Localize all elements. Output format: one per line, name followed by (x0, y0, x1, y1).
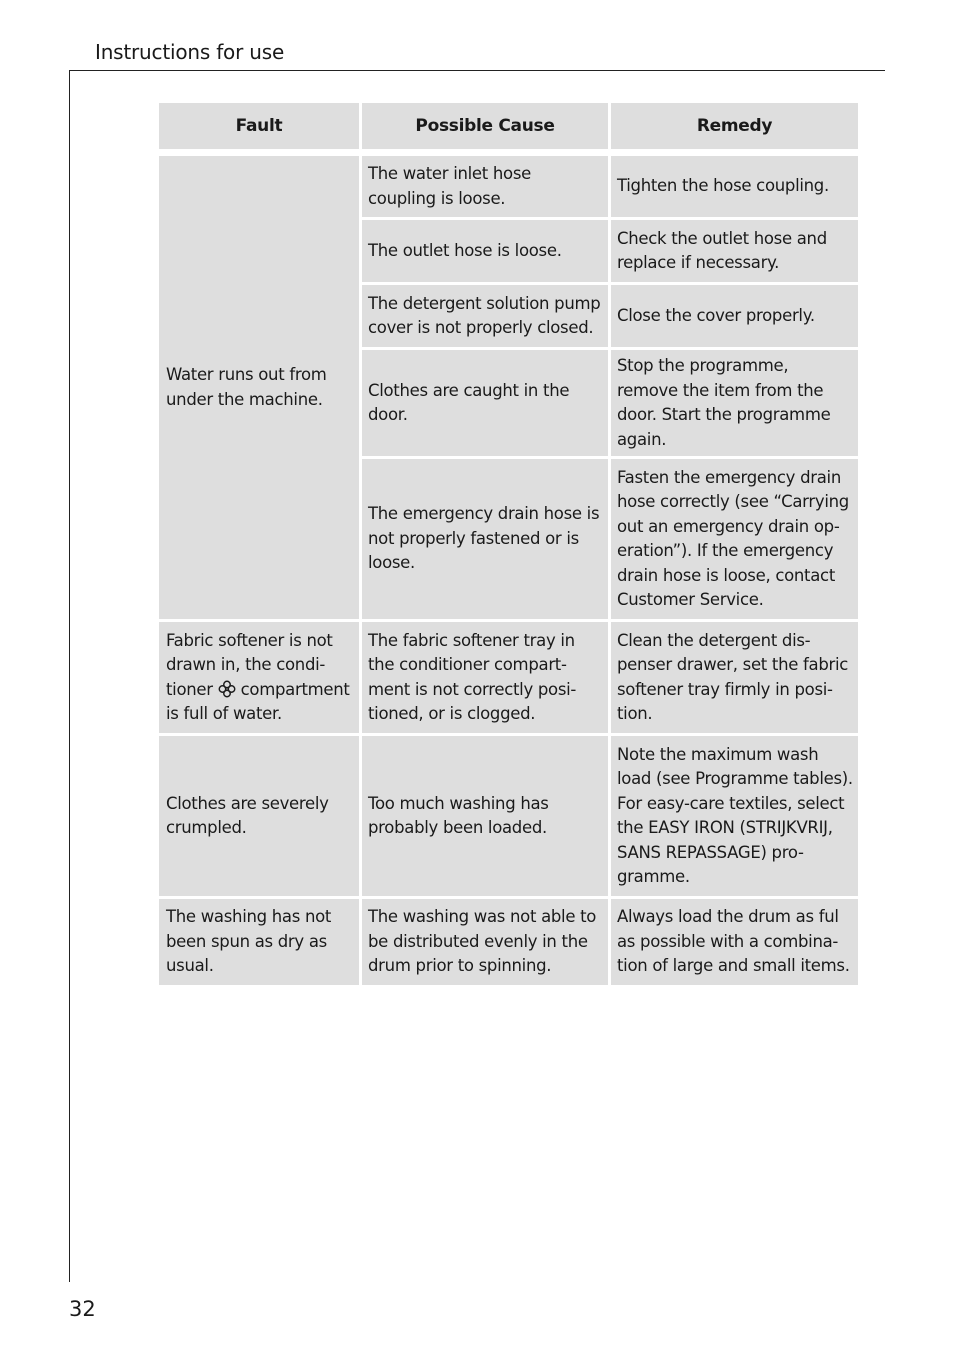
troubleshooting-table (156, 100, 861, 988)
page-number: 32 (69, 1297, 96, 1321)
remedy-cell: Stop the programme, remove the item from the door. Start the programme again. (611, 350, 858, 456)
cause-cell: Too much washing has probably been loaded. (362, 736, 608, 896)
fault-cell (159, 622, 359, 733)
cause-cell: The outlet hose is loose. (362, 220, 608, 282)
cause-cell: Clothes are caught in the door. (362, 350, 608, 456)
page-header-title: Instructions for use (95, 40, 285, 64)
fault-cell: Water runs out from under the machine. (159, 156, 359, 619)
fault-cell: The washing has not been spun as dry as usual. (159, 899, 359, 985)
table-row (159, 156, 858, 217)
remedy-cell: Fasten the emergency drain hose correctly (see “Carrying out an emergency drain op-eration”). If the emergency drain hose is loose, contact Customer Service. (611, 459, 858, 619)
cause-cell: The water inlet hose coupling is loose. (362, 156, 608, 217)
column-header-fault: Fault (159, 103, 359, 149)
header-rule (69, 70, 885, 71)
table-row (159, 899, 858, 985)
fault-cell: Clothes are severely crumpled. (159, 736, 359, 896)
table-row (159, 736, 858, 896)
cause-cell: The detergent solution pump cover is not properly closed. (362, 285, 608, 347)
column-header-remedy: Remedy (611, 103, 858, 149)
remedy-cell: Tighten the hose coupling. (611, 156, 858, 217)
remedy-cell: Check the outlet hose and replace if necessary. (611, 220, 858, 282)
column-header-cause: Possible Cause (362, 103, 608, 149)
remedy-cell: Clean the detergent dis-penser drawer, set the fabric softener tray firmly in posi-tion. (611, 622, 858, 733)
fault-text-before-icon: Fabric softener is not drawn in, the condi-tioner (166, 630, 333, 699)
remedy-cell: Note the maximum wash load (see Programme tables). For easy-care textiles, select the EASY IRON (STRIJKVRIJ, SANS REPASSAGE) pro-gramme. (611, 736, 858, 896)
cause-cell: The fabric softener tray in the conditioner compart-ment is not correctly posi-tioned, or is clogged. (362, 622, 608, 733)
fault-text-after-icon: compartment is full of water. (166, 679, 350, 723)
margin-rule (69, 70, 70, 1282)
remedy-cell: Close the cover properly. (611, 285, 858, 347)
remedy-cell: Always load the drum as ful as possible with a combina-tion of large and small items. (611, 899, 858, 985)
table-header-row (159, 103, 858, 149)
flower-icon (218, 680, 236, 698)
cause-cell: The emergency drain hose is not properly fastened or is loose. (362, 459, 608, 619)
table-row (159, 622, 858, 733)
cause-cell: The washing was not able to be distributed evenly in the drum prior to spinning. (362, 899, 608, 985)
